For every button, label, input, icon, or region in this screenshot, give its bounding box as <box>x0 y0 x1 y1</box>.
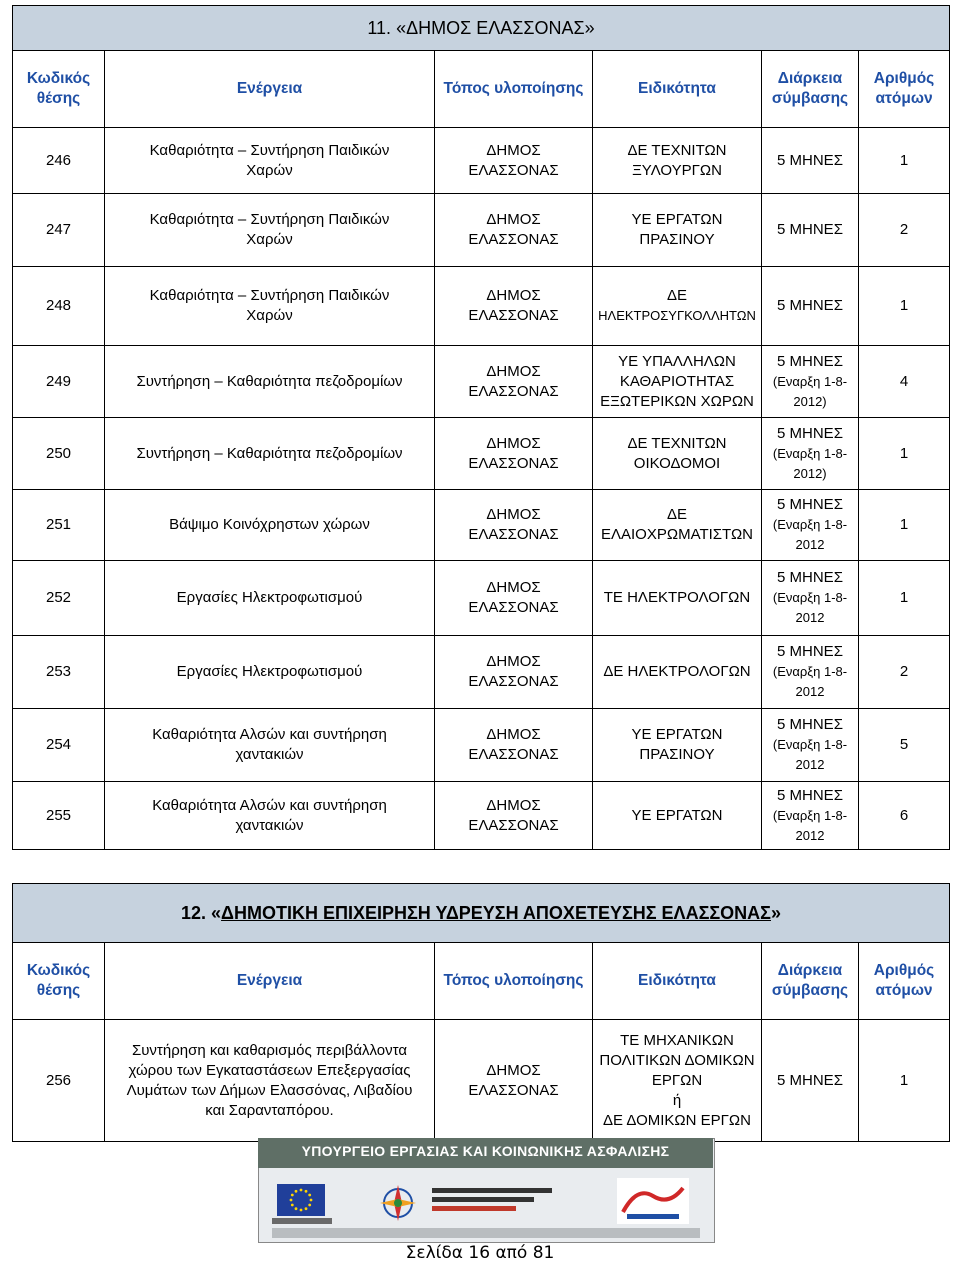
footer-banner-title: ΥΠΟΥΡΓΕΙΟ ΕΡΓΑΣΙΑΣ ΚΑΙ ΚΟΙΝΩΝΙΚΗΣ ΑΣΦΑΛΙΣΗΣ <box>301 1143 670 1159</box>
cell-action: Συντήρηση – Καθαριότητα πεζοδρομίων <box>105 346 435 418</box>
cell-duration: 5 ΜΗΝΕΣ (Εναρξη 1-8-2012) <box>762 418 859 490</box>
cell-code: 246 <box>13 128 105 194</box>
table-row <box>13 194 950 267</box>
cell-place: ΔΗΜΟΣ ΕΛΑΣΣΟΝΑΣ <box>435 636 593 709</box>
cell-duration: 5 ΜΗΝΕΣ (Εναρξη 1-8-2012 <box>762 709 859 782</box>
header-row <box>13 943 950 1020</box>
cell-persons: 2 <box>859 636 950 709</box>
cell-duration: 5 ΜΗΝΕΣ (Εναρξη 1-8-2012) <box>762 346 859 418</box>
cell-persons: 1 <box>859 1020 950 1142</box>
header-specialty: Ειδικότητα <box>593 943 762 1020</box>
page-number: Σελίδα 16 από 81 <box>405 1243 555 1263</box>
cell-specialty: ΔΕ ΤΕΧΝΙΤΩΝ ΟΙΚΟΔΟΜΟΙ <box>593 418 762 490</box>
cell-persons: 1 <box>859 128 950 194</box>
table-row <box>13 418 950 490</box>
cell-place: ΔΗΜΟΣ ΕΛΑΣΣΟΝΑΣ <box>435 267 593 346</box>
cell-place: ΔΗΜΟΣ ΕΛΑΣΣΟΝΑΣ <box>435 194 593 267</box>
cell-action: Βάψιμο Κοινόχρηστων χώρων <box>105 490 435 561</box>
cell-action: Καθαριότητα – Συντήρηση Παιδικών Χαρών <box>105 267 435 346</box>
cell-place: ΔΗΜΟΣ ΕΛΑΣΣΟΝΑΣ <box>435 782 593 850</box>
header-code: Κωδικός θέσης <box>13 943 105 1020</box>
header-code: Κωδικός θέσης <box>13 51 105 128</box>
cell-action: Καθαριότητα – Συντήρηση Παιδικών Χαρών <box>105 194 435 267</box>
table-row <box>13 128 950 194</box>
cell-place: ΔΗΜΟΣ ΕΛΑΣΣΟΝΑΣ <box>435 128 593 194</box>
cell-specialty: ΔΕ ΗΛΕΚΤΡΟΣΥΓΚΟΛΛΗΤΩΝ <box>593 267 762 346</box>
cell-persons: 6 <box>859 782 950 850</box>
cell-specialty: ΔΕ ΤΕΧΝΙΤΩΝ ΞΥΛΟΥΡΓΩΝ <box>593 128 762 194</box>
table-row <box>13 346 950 418</box>
cell-action: Συντήρηση και καθαρισμός περιβάλλοντα χώρου των Εγκαταστάσεων Επεξεργασίας Λυμάτων των Δήμων Ελασσόνας, Λιβαδίου και Σαρανταπόρου. <box>105 1020 435 1142</box>
cell-action: Καθαριότητα Αλσών και συντήρηση χαντακιών <box>105 782 435 850</box>
header-action: Ενέργεια <box>105 51 435 128</box>
espa-logo-icon <box>617 1178 689 1224</box>
cell-duration: 5 ΜΗΝΕΣ <box>762 1020 859 1142</box>
cell-action: Εργασίες Ηλεκτροφωτισμού <box>105 636 435 709</box>
cell-duration: 5 ΜΗΝΕΣ (Εναρξη 1-8-2012 <box>762 490 859 561</box>
cell-action: Εργασίες Ηλεκτροφωτισμού <box>105 561 435 636</box>
cell-action: Καθαριότητα Αλσών και συντήρηση χαντακιών <box>105 709 435 782</box>
header-row <box>13 51 950 128</box>
section-12-title: 12. «ΔΗΜΟΤΙΚΗ ΕΠΙΧΕΙΡΗΣΗ ΥΔΡΕΥΣΗ ΑΠΟΧΕΤΕΥΣΗΣ ΕΛΑΣΣΟΝΑΣ» <box>13 884 950 943</box>
cell-place: ΔΗΜΟΣ ΕΛΑΣΣΟΝΑΣ <box>435 490 593 561</box>
cell-action: Καθαριότητα – Συντήρηση Παιδικών Χαρών <box>105 128 435 194</box>
header-persons: Αριθμός ατόμων <box>859 943 950 1020</box>
cell-persons: 1 <box>859 490 950 561</box>
table-row <box>13 561 950 636</box>
cell-specialty: ΤΕ ΗΛΕΚΤΡΟΛΟΓΩΝ <box>593 561 762 636</box>
cell-persons: 5 <box>859 709 950 782</box>
cell-code: 252 <box>13 561 105 636</box>
cell-code: 254 <box>13 709 105 782</box>
header-duration: Διάρκεια σύμβασης <box>762 51 859 128</box>
cell-specialty: ΤΕ ΜΗΧΑΝΙΚΩΝ ΠΟΛΙΤΙΚΩΝ ΔΟΜΙΚΩΝ ΕΡΓΩΝ ή ΔΕ ΔΟΜΙΚΩΝ ΕΡΓΩΝ <box>593 1020 762 1142</box>
table-row <box>13 709 950 782</box>
cell-specialty: ΔΕ ΕΛΑΙΟΧΡΩΜΑΤΙΣΤΩΝ <box>593 490 762 561</box>
cell-persons: 4 <box>859 346 950 418</box>
table-row <box>13 1020 950 1142</box>
header-specialty: Ειδικότητα <box>593 51 762 128</box>
cell-place: ΔΗΜΟΣ ΕΛΑΣΣΟΝΑΣ <box>435 561 593 636</box>
section-12-table <box>12 883 950 1142</box>
cell-place: ΔΗΜΟΣ ΕΛΑΣΣΟΝΑΣ <box>435 418 593 490</box>
cell-code: 253 <box>13 636 105 709</box>
cell-specialty: ΔΕ ΗΛΕΚΤΡΟΛΟΓΩΝ <box>593 636 762 709</box>
cell-place: ΔΗΜΟΣ ΕΛΑΣΣΟΝΑΣ <box>435 346 593 418</box>
cell-specialty: ΥΕ ΕΡΓΑΤΩΝ ΠΡΑΣΙΝΟΥ <box>593 194 762 267</box>
header-action: Ενέργεια <box>105 943 435 1020</box>
header-persons: Αριθμός ατόμων <box>859 51 950 128</box>
cell-duration: 5 ΜΗΝΕΣ <box>762 128 859 194</box>
table-row <box>13 267 950 346</box>
header-duration: Διάρκεια σύμβασης <box>762 943 859 1020</box>
slogan-strip <box>272 1228 700 1238</box>
cell-place: ΔΗΜΟΣ ΕΛΑΣΣΟΝΑΣ <box>435 1020 593 1142</box>
cell-duration: 5 ΜΗΝΕΣ (Εναρξη 1-8-2012 <box>762 561 859 636</box>
cell-code: 250 <box>13 418 105 490</box>
cell-code: 256 <box>13 1020 105 1142</box>
cell-persons: 1 <box>859 561 950 636</box>
cell-specialty: ΥΕ ΕΡΓΑΤΩΝ ΠΡΑΣΙΝΟΥ <box>593 709 762 782</box>
cell-code: 251 <box>13 490 105 561</box>
cell-code: 255 <box>13 782 105 850</box>
cell-action: Συντήρηση – Καθαριότητα πεζοδρομίων <box>105 418 435 490</box>
section-11-title: 11. «ΔΗΜΟΣ ΕΛΑΣΣΟΝΑΣ» <box>13 6 950 51</box>
cell-persons: 2 <box>859 194 950 267</box>
cell-persons: 1 <box>859 267 950 346</box>
header-place: Τόπος υλοποίησης <box>435 943 593 1020</box>
cell-persons: 1 <box>859 418 950 490</box>
cell-code: 247 <box>13 194 105 267</box>
eu-flag-icon <box>277 1184 325 1216</box>
eu-caption <box>272 1218 332 1224</box>
cell-place: ΔΗΜΟΣ ΕΛΑΣΣΟΝΑΣ <box>435 709 593 782</box>
table-row <box>13 782 950 850</box>
header-place: Τόπος υλοποίησης <box>435 51 593 128</box>
cell-specialty: ΥΕ ΥΠΑΛΛΗΛΩΝ ΚΑΘΑΡΙΟΤΗΤΑΣ ΕΞΩΤΕΡΙΚΩΝ ΧΩΡΩΝ <box>593 346 762 418</box>
cell-duration: 5 ΜΗΝΕΣ <box>762 194 859 267</box>
programme-logo-icon <box>368 1180 428 1226</box>
section-11-table <box>12 5 950 850</box>
cell-code: 249 <box>13 346 105 418</box>
programme-logo-text <box>432 1188 552 1214</box>
cell-specialty: ΥΕ ΕΡΓΑΤΩΝ <box>593 782 762 850</box>
cell-duration: 5 ΜΗΝΕΣ (Εναρξη 1-8-2012 <box>762 782 859 850</box>
table-row <box>13 490 950 561</box>
cell-duration: 5 ΜΗΝΕΣ <box>762 267 859 346</box>
cell-code: 248 <box>13 267 105 346</box>
cell-duration: 5 ΜΗΝΕΣ (Εναρξη 1-8-2012 <box>762 636 859 709</box>
table-row <box>13 636 950 709</box>
